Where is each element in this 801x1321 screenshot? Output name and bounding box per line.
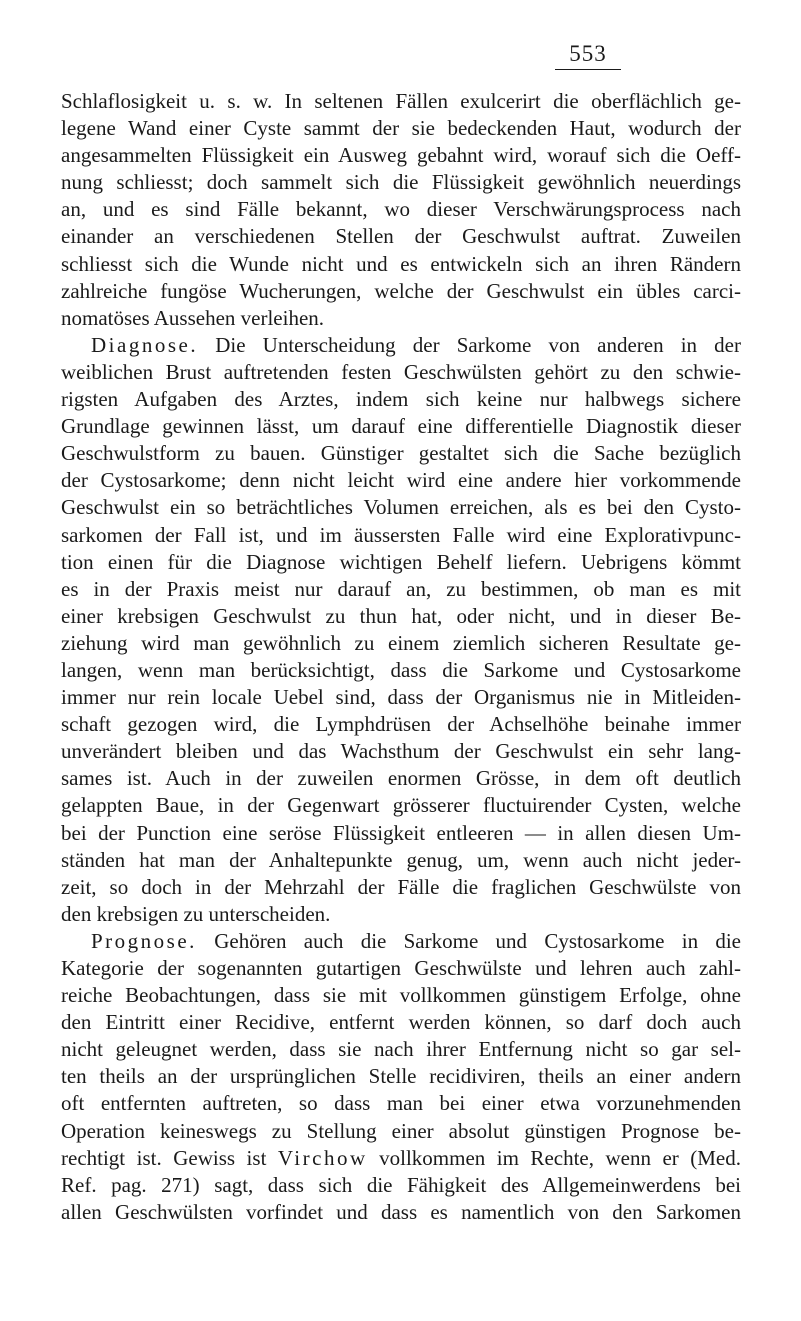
- text-line: den krebsigen zu unterscheiden.: [61, 901, 331, 926]
- text-line: weiblichen Brust auftretenden festen Geschwülsten gehört zu den schwie-: [61, 359, 741, 384]
- text-line: Kategorie der sogenannten gutartigen Geschwülste und lehren auch zahl-: [61, 956, 741, 980]
- text-line: angesammelten Flüssigkeit ein Ausweg gebahnt wird, worauf sich die Oeff-: [61, 143, 741, 168]
- text-line: schaft gezogen wird, die Lymphdrüsen der Achselhöhe beinahe immer: [61, 712, 741, 737]
- text-line: nung schliesst; doch sammelt sich die Flüssigkeit gewöhnlich neuerdings: [61, 170, 741, 195]
- text-line: Geschwulstform zu bauen. Günstiger gestaltet sich die Sache bezüglich: [61, 441, 741, 466]
- text-segment: Gewiss ist: [173, 1145, 278, 1170]
- text-line: immer nur rein locale Uebel sind, dass der Organismus nie in Mitleiden-: [61, 685, 741, 710]
- prognose-first-text: Gehören auch die Sarkome und Cystosarkome in die: [214, 928, 742, 953]
- diagnose-first-text: Die Unterscheidung der Sarkome von anderen in der: [215, 332, 741, 357]
- text-line: langen, wenn man berücksichtigt, dass die Sarkome und Cystosarkome: [61, 657, 741, 682]
- text-line: einer krebsigen Geschwulst zu thun hat, oder nicht, und in dieser Be-: [61, 603, 741, 628]
- text-line: reiche Beobachtungen, dass sie mit vollkommen günstigem Erfolge, ohne: [61, 983, 741, 1008]
- text-line: an, und es sind Fälle bekannt, wo dieser Verschwärungsprocess nach: [61, 197, 741, 222]
- text-segment: vollkommen im Rechte, wenn er (Med.: [367, 1145, 742, 1170]
- text-line: Geschwulst ein so beträchtliches Volumen erreichen, als es bei den Cysto-: [61, 495, 741, 520]
- text-line: ten theils an der ursprünglichen Stelle recidiviren, theils an einer andern: [61, 1064, 741, 1089]
- text-line: Grundlage gewinnen lässt, um darauf eine differentielle Diagnostik dieser: [61, 414, 741, 439]
- text-line: sarkomen der Fall ist, und im äussersten Falle wird eine Explorativpunc-: [61, 522, 741, 547]
- text-line: legene Wand einer Cyste sammt der sie bedeckenden Haut, wodurch der: [61, 116, 741, 141]
- text-line: schliesst sich die Wunde nicht und es entwickeln sich an ihren Rändern: [61, 251, 741, 276]
- text-line: zeit, so doch in der Mehrzahl der Fälle die fraglichen Geschwülste von: [61, 874, 741, 899]
- page-number: 553: [569, 41, 607, 66]
- text-line: unverändert bleiben und das Wachsthum der Geschwulst ein sehr lang-: [61, 739, 741, 764]
- body-text: [61, 88, 741, 1226]
- text-line: allen Geschwülsten vorfindet und dass es namentlich von den Sarkomen: [61, 1199, 741, 1224]
- text-line: Schlaflosigkeit u. s. w. In seltenen Fällen exulcerirt die oberflächlich ge-: [61, 89, 741, 113]
- text-line: nomatöses Aussehen verleihen.: [61, 305, 325, 330]
- text-line: gelappten Baue, in der Gegenwart grösserer fluctuirender Cysten, welche: [61, 793, 741, 818]
- text-line: nicht geleugnet werden, dass sie nach ihrer Entfernung nicht so gar sel-: [61, 1037, 741, 1062]
- text-line: der Cystosarkome; denn nicht leicht wird eine andere hier vorkommende: [61, 468, 741, 493]
- text-line: ständen hat man der Anhaltepunkte genug, um, wenn auch nicht jeder-: [61, 847, 741, 872]
- text-line: Ref. pag. 271) sagt, dass sich die Fähigkeit des Allgemeinwerdens bei: [61, 1172, 741, 1197]
- text-line: es in der Praxis meist nur darauf an, zu bestimmen, ob man es mit: [61, 576, 741, 601]
- diagnose-first-line: [61, 332, 741, 359]
- text-segment: rechtigt ist.: [61, 1145, 162, 1170]
- author-name: Virchow: [277, 1145, 368, 1170]
- text-line: zahlreiche fungöse Wucherungen, welche der Geschwulst ein übles carci-: [61, 278, 741, 303]
- text-line-virchow: [61, 1145, 741, 1172]
- text-line: ziehung wird man gewöhnlich zu einem ziemlich sicheren Resultate ge-: [61, 630, 741, 655]
- diagnose-heading: Diagnose.: [91, 332, 199, 357]
- text-line: rigsten Aufgaben des Arztes, indem sich keine nur halbwegs sichere: [61, 387, 741, 412]
- prognose-first-line: [61, 928, 741, 955]
- page-number-rule: [555, 69, 621, 70]
- text-line: einander an verschiedenen Stellen der Geschwulst auftrat. Zuweilen: [61, 224, 741, 249]
- text-line: oft entfernten auftreten, so dass man bei einer etwa vorzunehmenden: [61, 1091, 741, 1116]
- text-line: Operation keineswegs zu Stellung einer absolut günstigen Prognose be-: [61, 1118, 741, 1143]
- text-line: tion einen für die Diagnose wichtigen Behelf liefern. Uebrigens kömmt: [61, 549, 741, 574]
- text-line: den Eintritt einer Recidive, entfernt werden können, so darf doch auch: [61, 1010, 741, 1035]
- text-line: bei der Punction eine seröse Flüssigkeit entleeren — in allen diesen Um-: [61, 820, 741, 845]
- prognose-heading: Prognose.: [91, 928, 197, 953]
- text-line: sames ist. Auch in der zuweilen enormen Grösse, in dem oft deutlich: [61, 766, 741, 791]
